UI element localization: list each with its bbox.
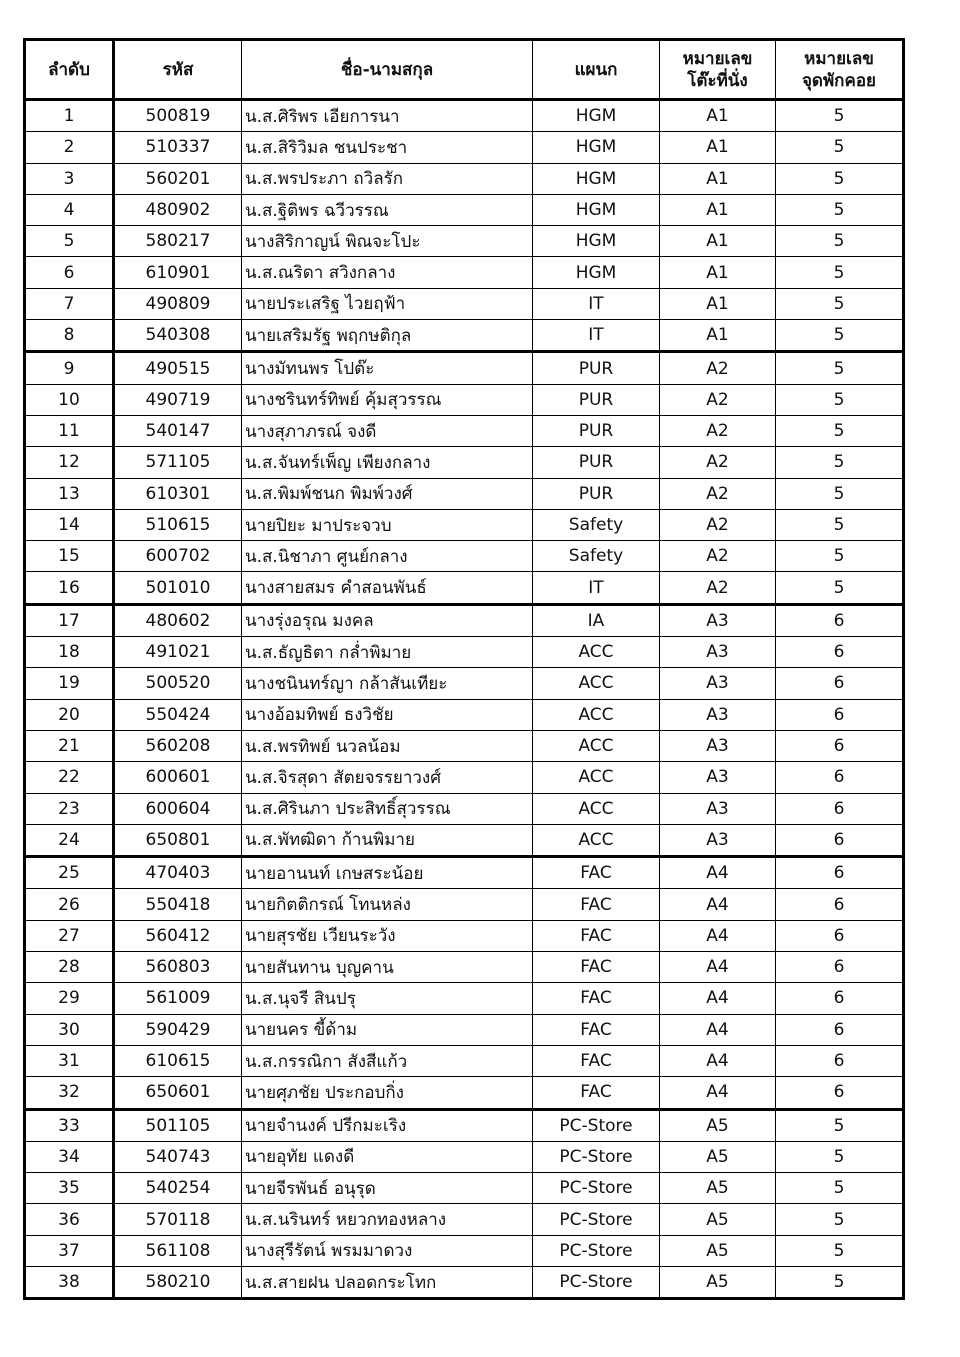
cell-rest-point: 5	[776, 509, 904, 540]
cell-desk-number: A2	[660, 478, 776, 509]
cell-desk-number: A4	[660, 1077, 776, 1109]
cell-name: น.ส.สายฝน ปลอดกระโทก	[242, 1266, 533, 1298]
cell-name: น.ส.ฐิติพร ฉวีวรรณ	[242, 194, 533, 225]
cell-name: นายประเสริฐ ไวยฤฟ้า	[242, 288, 533, 319]
cell-no: 22	[25, 762, 114, 793]
table-row	[25, 604, 904, 636]
header-name: ชื่อ-นามสกุล	[242, 40, 533, 100]
cell-department: PC-Store	[533, 1173, 660, 1204]
cell-department: FAC	[533, 952, 660, 983]
cell-department: IA	[533, 604, 660, 636]
cell-employee-id: 580217	[114, 226, 242, 257]
cell-name: น.ส.ธัญธิตา กล่ำพิมาย	[242, 637, 533, 668]
table-row	[25, 1077, 904, 1109]
cell-no: 7	[25, 288, 114, 319]
cell-desk-number: A5	[660, 1235, 776, 1266]
cell-rest-point: 5	[776, 226, 904, 257]
table-row	[25, 194, 904, 225]
table-row	[25, 509, 904, 540]
cell-no: 34	[25, 1141, 114, 1172]
cell-employee-id: 590429	[114, 1014, 242, 1045]
table-row	[25, 637, 904, 668]
cell-desk-number: A2	[660, 541, 776, 572]
table-row	[25, 730, 904, 761]
cell-department: ACC	[533, 762, 660, 793]
cell-employee-id: 571105	[114, 447, 242, 478]
cell-no: 18	[25, 637, 114, 668]
cell-department: FAC	[533, 983, 660, 1014]
cell-department: PUR	[533, 415, 660, 446]
cell-name: นายจีรพันธ์ อนุรุด	[242, 1173, 533, 1204]
cell-name: น.ส.ศิรินภา ประสิทธิ์สุวรรณ	[242, 793, 533, 824]
cell-employee-id: 600601	[114, 762, 242, 793]
cell-rest-point: 6	[776, 668, 904, 699]
cell-department: PC-Store	[533, 1204, 660, 1235]
cell-desk-number: A1	[660, 132, 776, 163]
cell-no: 12	[25, 447, 114, 478]
cell-name: น.ส.ณริดา สวิงกลาง	[242, 257, 533, 288]
cell-department: PUR	[533, 478, 660, 509]
cell-desk-number: A3	[660, 604, 776, 636]
cell-department: IT	[533, 572, 660, 604]
cell-rest-point: 6	[776, 1077, 904, 1109]
cell-name: น.ส.นิชาภา ศูนย์กลาง	[242, 541, 533, 572]
table-row	[25, 1173, 904, 1204]
table-row	[25, 541, 904, 572]
header-rest	[776, 40, 904, 100]
cell-desk-number: A4	[660, 920, 776, 951]
cell-rest-point: 5	[776, 163, 904, 194]
cell-no: 5	[25, 226, 114, 257]
cell-employee-id: 480902	[114, 194, 242, 225]
cell-department: PC-Store	[533, 1266, 660, 1298]
header-desk-line1: หมายเลข	[682, 48, 753, 69]
cell-employee-id: 610301	[114, 478, 242, 509]
cell-name: นางสายสมร คำสอนพันธ์	[242, 572, 533, 604]
cell-desk-number: A5	[660, 1204, 776, 1235]
cell-employee-id: 540254	[114, 1173, 242, 1204]
cell-no: 35	[25, 1173, 114, 1204]
cell-desk-number: A1	[660, 163, 776, 194]
cell-no: 15	[25, 541, 114, 572]
table-row	[25, 857, 904, 889]
cell-employee-id: 500819	[114, 100, 242, 132]
cell-desk-number: A3	[660, 699, 776, 730]
cell-employee-id: 500520	[114, 668, 242, 699]
cell-department: PUR	[533, 352, 660, 384]
cell-department: ACC	[533, 668, 660, 699]
cell-rest-point: 5	[776, 1141, 904, 1172]
cell-desk-number: A3	[660, 668, 776, 699]
cell-desk-number: A2	[660, 509, 776, 540]
cell-rest-point: 5	[776, 194, 904, 225]
cell-employee-id: 560208	[114, 730, 242, 761]
cell-desk-number: A2	[660, 572, 776, 604]
table-row	[25, 889, 904, 920]
table-row	[25, 668, 904, 699]
cell-employee-id: 600702	[114, 541, 242, 572]
cell-department: IT	[533, 288, 660, 319]
cell-department: FAC	[533, 920, 660, 951]
cell-name: น.ส.ศิริพร เอียการนา	[242, 100, 533, 132]
cell-no: 6	[25, 257, 114, 288]
cell-no: 16	[25, 572, 114, 604]
cell-employee-id: 560803	[114, 952, 242, 983]
table-row	[25, 1109, 904, 1141]
cell-no: 37	[25, 1235, 114, 1266]
cell-department: IT	[533, 320, 660, 352]
cell-desk-number: A4	[660, 857, 776, 889]
cell-department: ACC	[533, 637, 660, 668]
cell-no: 17	[25, 604, 114, 636]
cell-name: นางสิริกาญน์ พิณจะโปะ	[242, 226, 533, 257]
table-row	[25, 1204, 904, 1235]
header-no: ลำดับ	[25, 40, 114, 100]
cell-department: ACC	[533, 699, 660, 730]
cell-name: นายอานนท์ เกษสระน้อย	[242, 857, 533, 889]
table-row	[25, 288, 904, 319]
cell-rest-point: 5	[776, 1266, 904, 1298]
cell-rest-point: 6	[776, 920, 904, 951]
cell-rest-point: 5	[776, 415, 904, 446]
cell-no: 23	[25, 793, 114, 824]
cell-name: นางสุรีรัตน์ พรมมาดวง	[242, 1235, 533, 1266]
header-rest-line2: จุดพักคอย	[801, 70, 877, 91]
cell-employee-id: 650801	[114, 824, 242, 856]
cell-desk-number: A1	[660, 226, 776, 257]
cell-employee-id: 610901	[114, 257, 242, 288]
cell-employee-id: 540308	[114, 320, 242, 352]
cell-department: HGM	[533, 163, 660, 194]
cell-desk-number: A2	[660, 415, 776, 446]
cell-department: ACC	[533, 793, 660, 824]
header-id: รหัส	[114, 40, 242, 100]
table-row	[25, 226, 904, 257]
table-row	[25, 320, 904, 352]
cell-no: 19	[25, 668, 114, 699]
cell-no: 33	[25, 1109, 114, 1141]
cell-no: 21	[25, 730, 114, 761]
cell-rest-point: 5	[776, 320, 904, 352]
cell-employee-id: 580210	[114, 1266, 242, 1298]
table-row	[25, 1014, 904, 1045]
cell-desk-number: A4	[660, 952, 776, 983]
cell-desk-number: A5	[660, 1141, 776, 1172]
cell-employee-id: 470403	[114, 857, 242, 889]
cell-employee-id: 490809	[114, 288, 242, 319]
cell-no: 28	[25, 952, 114, 983]
cell-no: 3	[25, 163, 114, 194]
table-row	[25, 572, 904, 604]
table-row	[25, 447, 904, 478]
cell-rest-point: 6	[776, 1014, 904, 1045]
cell-department: HGM	[533, 194, 660, 225]
cell-no: 8	[25, 320, 114, 352]
table-row	[25, 1235, 904, 1266]
cell-name: นางชนินทร์ญา กล้าสันเทียะ	[242, 668, 533, 699]
table-row	[25, 699, 904, 730]
cell-employee-id: 510337	[114, 132, 242, 163]
cell-desk-number: A3	[660, 762, 776, 793]
cell-rest-point: 5	[776, 447, 904, 478]
cell-employee-id: 600604	[114, 793, 242, 824]
table-row	[25, 352, 904, 384]
table-row	[25, 384, 904, 415]
cell-department: HGM	[533, 100, 660, 132]
table-row	[25, 100, 904, 132]
table-row	[25, 920, 904, 951]
cell-desk-number: A3	[660, 637, 776, 668]
cell-rest-point: 5	[776, 288, 904, 319]
table-row	[25, 793, 904, 824]
cell-department: HGM	[533, 132, 660, 163]
cell-desk-number: A2	[660, 447, 776, 478]
header-row	[25, 40, 904, 100]
cell-rest-point: 6	[776, 793, 904, 824]
cell-desk-number: A1	[660, 194, 776, 225]
cell-rest-point: 5	[776, 132, 904, 163]
cell-no: 20	[25, 699, 114, 730]
cell-department: HGM	[533, 257, 660, 288]
cell-employee-id: 610615	[114, 1045, 242, 1076]
cell-name: นายกิตติกรณ์ โทนหล่ง	[242, 889, 533, 920]
header-desk-line2: โต๊ะที่นั่ง	[687, 70, 748, 91]
cell-department: FAC	[533, 1045, 660, 1076]
cell-no: 38	[25, 1266, 114, 1298]
cell-employee-id: 560412	[114, 920, 242, 951]
cell-department: PC-Store	[533, 1235, 660, 1266]
cell-employee-id: 490719	[114, 384, 242, 415]
cell-rest-point: 6	[776, 699, 904, 730]
cell-name: นายสุรชัย เวียนระวัง	[242, 920, 533, 951]
cell-desk-number: A4	[660, 889, 776, 920]
cell-desk-number: A4	[660, 1014, 776, 1045]
cell-employee-id: 561009	[114, 983, 242, 1014]
table-row	[25, 257, 904, 288]
cell-no: 9	[25, 352, 114, 384]
cell-employee-id: 510615	[114, 509, 242, 540]
cell-no: 36	[25, 1204, 114, 1235]
cell-name: น.ส.พัทฒิดา ก้านพิมาย	[242, 824, 533, 856]
cell-department: PC-Store	[533, 1141, 660, 1172]
cell-department: FAC	[533, 857, 660, 889]
cell-employee-id: 491021	[114, 637, 242, 668]
cell-rest-point: 5	[776, 352, 904, 384]
cell-name: นางชรินทร์ทิพย์ คุ้มสุวรรณ	[242, 384, 533, 415]
cell-department: Safety	[533, 509, 660, 540]
cell-rest-point: 5	[776, 384, 904, 415]
table-row	[25, 1266, 904, 1298]
cell-name: นางรุ่งอรุณ มงคล	[242, 604, 533, 636]
cell-no: 24	[25, 824, 114, 856]
cell-name: นายปิยะ มาประจวบ	[242, 509, 533, 540]
cell-desk-number: A2	[660, 352, 776, 384]
cell-employee-id: 501010	[114, 572, 242, 604]
cell-rest-point: 6	[776, 637, 904, 668]
cell-name: น.ส.กรรณิกา สังสีแก้ว	[242, 1045, 533, 1076]
table-row	[25, 478, 904, 509]
cell-desk-number: A1	[660, 100, 776, 132]
cell-rest-point: 6	[776, 952, 904, 983]
cell-rest-point: 6	[776, 1045, 904, 1076]
cell-no: 32	[25, 1077, 114, 1109]
cell-name: น.ส.พิมพ์ชนก พิมพ์วงศ์	[242, 478, 533, 509]
cell-department: PUR	[533, 384, 660, 415]
table-row	[25, 824, 904, 856]
cell-name: นายเสริมรัฐ พฤกษติกุล	[242, 320, 533, 352]
cell-name: นายจำนงค์ ปรีกมะเริง	[242, 1109, 533, 1141]
cell-no: 13	[25, 478, 114, 509]
table-row	[25, 983, 904, 1014]
cell-rest-point: 5	[776, 100, 904, 132]
cell-desk-number: A4	[660, 1045, 776, 1076]
cell-name: น.ส.นรินทร์ หยวกทองหลาง	[242, 1204, 533, 1235]
cell-rest-point: 5	[776, 257, 904, 288]
cell-rest-point: 5	[776, 1109, 904, 1141]
cell-desk-number: A4	[660, 983, 776, 1014]
cell-employee-id: 540147	[114, 415, 242, 446]
table-row	[25, 952, 904, 983]
cell-rest-point: 5	[776, 1235, 904, 1266]
header-desk	[660, 40, 776, 100]
cell-employee-id: 560201	[114, 163, 242, 194]
cell-no: 14	[25, 509, 114, 540]
cell-name: น.ส.จิรสุดา สัตยจรรยาวงศ์	[242, 762, 533, 793]
header-dept: แผนก	[533, 40, 660, 100]
cell-department: HGM	[533, 226, 660, 257]
cell-employee-id: 561108	[114, 1235, 242, 1266]
cell-name: นายสันทาน บุญคาน	[242, 952, 533, 983]
cell-no: 27	[25, 920, 114, 951]
cell-desk-number: A5	[660, 1173, 776, 1204]
table-body	[25, 100, 904, 1299]
cell-name: นายอุทัย แดงดี	[242, 1141, 533, 1172]
cell-name: นางมัทนพร โปต๊ะ	[242, 352, 533, 384]
cell-rest-point: 5	[776, 572, 904, 604]
cell-name: น.ส.จันทร์เพ็ญ เพียงกลาง	[242, 447, 533, 478]
cell-name: น.ส.พรประภา ถวิลรัก	[242, 163, 533, 194]
cell-no: 31	[25, 1045, 114, 1076]
cell-no: 4	[25, 194, 114, 225]
cell-rest-point: 6	[776, 604, 904, 636]
cell-name: น.ส.สิริวิมล ชนประชา	[242, 132, 533, 163]
seating-roster-table	[23, 38, 905, 1300]
cell-no: 2	[25, 132, 114, 163]
cell-department: PUR	[533, 447, 660, 478]
cell-employee-id: 480602	[114, 604, 242, 636]
cell-name: น.ส.นุจรี สินปรุ	[242, 983, 533, 1014]
cell-desk-number: A3	[660, 793, 776, 824]
cell-desk-number: A1	[660, 257, 776, 288]
cell-desk-number: A1	[660, 288, 776, 319]
cell-department: FAC	[533, 1077, 660, 1109]
cell-rest-point: 6	[776, 824, 904, 856]
cell-employee-id: 490515	[114, 352, 242, 384]
cell-name: น.ส.พรทิพย์ นวลน้อม	[242, 730, 533, 761]
cell-rest-point: 6	[776, 889, 904, 920]
cell-rest-point: 6	[776, 983, 904, 1014]
table-row	[25, 415, 904, 446]
cell-no: 29	[25, 983, 114, 1014]
cell-rest-point: 5	[776, 1204, 904, 1235]
cell-no: 10	[25, 384, 114, 415]
cell-name: นายนคร ขี้ด้าม	[242, 1014, 533, 1045]
cell-employee-id: 550418	[114, 889, 242, 920]
cell-employee-id: 540743	[114, 1141, 242, 1172]
cell-rest-point: 5	[776, 478, 904, 509]
cell-desk-number: A3	[660, 730, 776, 761]
cell-no: 1	[25, 100, 114, 132]
cell-employee-id: 650601	[114, 1077, 242, 1109]
cell-desk-number: A1	[660, 320, 776, 352]
table-row	[25, 132, 904, 163]
cell-name: นายศุภชัย ประกอบกิ่ง	[242, 1077, 533, 1109]
cell-rest-point: 6	[776, 857, 904, 889]
cell-rest-point: 5	[776, 541, 904, 572]
cell-employee-id: 501105	[114, 1109, 242, 1141]
table-row	[25, 163, 904, 194]
cell-rest-point: 6	[776, 762, 904, 793]
cell-department: ACC	[533, 730, 660, 761]
cell-department: Safety	[533, 541, 660, 572]
cell-name: นางอ้อมทิพย์ ธงวิชัย	[242, 699, 533, 730]
table-row	[25, 1141, 904, 1172]
cell-no: 11	[25, 415, 114, 446]
cell-no: 25	[25, 857, 114, 889]
cell-desk-number: A5	[660, 1266, 776, 1298]
table-row	[25, 1045, 904, 1076]
cell-employee-id: 570118	[114, 1204, 242, 1235]
cell-department: ACC	[533, 824, 660, 856]
cell-rest-point: 6	[776, 730, 904, 761]
cell-department: PC-Store	[533, 1109, 660, 1141]
cell-desk-number: A2	[660, 384, 776, 415]
cell-rest-point: 5	[776, 1173, 904, 1204]
cell-desk-number: A5	[660, 1109, 776, 1141]
header-rest-line1: หมายเลข	[804, 48, 874, 69]
table-row	[25, 762, 904, 793]
cell-no: 26	[25, 889, 114, 920]
cell-employee-id: 550424	[114, 699, 242, 730]
cell-no: 30	[25, 1014, 114, 1045]
cell-desk-number: A3	[660, 824, 776, 856]
cell-name: นางสุภาภรณ์ จงดี	[242, 415, 533, 446]
cell-department: FAC	[533, 1014, 660, 1045]
cell-department: FAC	[533, 889, 660, 920]
